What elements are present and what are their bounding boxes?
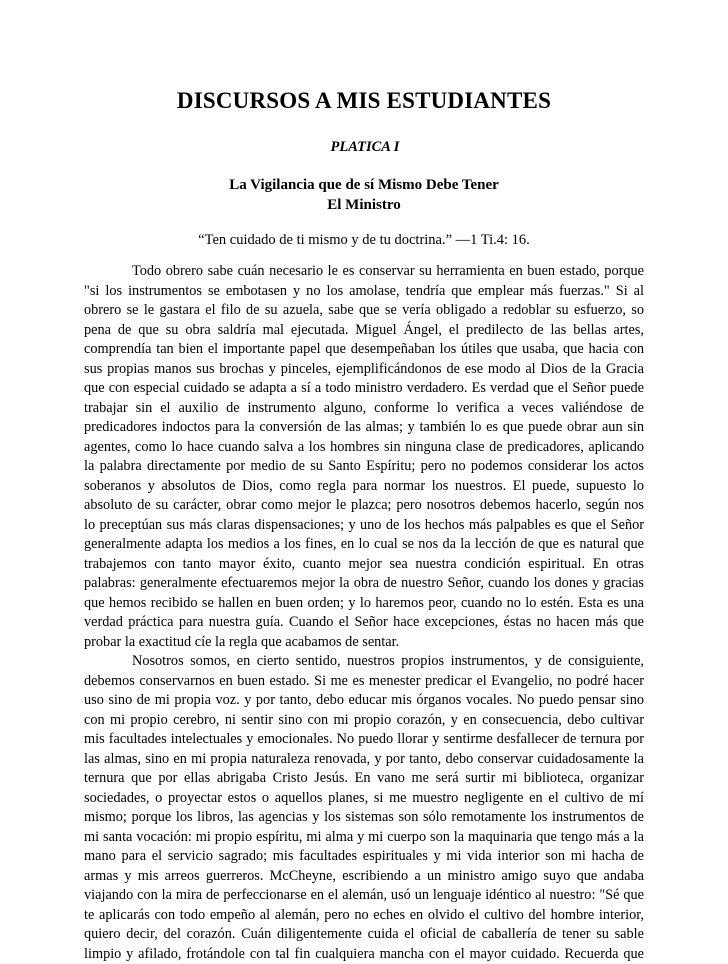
paragraph-line: pena de que su obra saldría mal ejecutada. Miguel Ángel, el predilecto de las bellas artes, [84, 321, 644, 341]
paragraph-line: que con especial cuidado se adapta a sí a todo ministro verdadero. Es verdad que el Señor puede [84, 379, 644, 399]
paragraph-line: palabras: generalmente efectuaremos mejor la obra de nuestro Señor, cuando los dones y gracias [84, 574, 644, 594]
paragraph-line: soberanos y absolutos de Dios, como regla para normar los nuestros. El puede, supuesto lo [84, 477, 644, 497]
paragraph-line: las almas, sino en mi propia naturaleza renovada, y por tanto, debo conservar cuidadosamente la [84, 750, 644, 770]
paragraph-line: limpio y afilado, frotándole con tal fin cualquiera mancha con el mayor cuidado. Recuerda que [84, 945, 644, 964]
paragraph-line: debemos conservarnos en buen estado. Si me es menester predicar el Evangelio, no podré hacer [84, 672, 644, 692]
chapter-heading: PLATICA I [285, 137, 445, 157]
paragraph-line: mis facultades intelectuales y emocionales. No puedo llorar y sentirme desfallecer de ternura por [84, 730, 644, 750]
subtitle-line-1: La Vigilancia que de sí Mismo Debe Tener [0, 175, 728, 195]
paragraph-line: con mi propio cerebro, ni sentir sino con mi propio corazón, y en consecuencia, debo cultivar [84, 711, 644, 731]
paragraph-line: predicadores indoctos para la conversión de las almas; y también lo es que puede obrar aun sin [84, 418, 644, 438]
paragraph-line: Todo obrero sabe cuán necesario le es conservar su herramienta en buen estado, porque [84, 262, 644, 282]
paragraph-line: obrero se le gastara el filo de su azuela, sabe que se vería obligado a redoblar su esfuerzo, so [84, 301, 644, 321]
paragraph-line: lo preceptúan sus más claras dispensaciones; y uno de los hechos más palpables es que el Señor [84, 516, 644, 536]
paragraph [84, 262, 644, 652]
paragraph-line: sus propias manos sus brochas y pinceles, ejemplificándonos de ese modo al Dios de la Gracia [84, 360, 644, 380]
paragraph-line: generalmente adapta los medios a los fines, en lo cual se nos da la lección de que es natural que [84, 535, 644, 555]
paragraph [84, 652, 644, 964]
paragraph-line: probar la exactitud cíe la regla que acabamos de sentar. [84, 633, 644, 653]
paragraph-line: trabajemos con tanto mayor éxito, cuanto mejor sea nuestra condición espiritual. En otras [84, 555, 644, 575]
paragraph-line: trabajar sin el auxilio de instrumento alguno, conforme lo verifica a veces valiéndose de [84, 399, 644, 419]
epigraph-quote: “Ten cuidado de ti mismo y de tu doctrina.” —1 Ti.4: 16. [0, 230, 728, 250]
paragraph-line: quiero decir, del corazón. Cuán diligentemente cuida el oficial de caballería de tener su sable [84, 925, 644, 945]
paragraph-line: comprendía tan bien el importante papel que desempeñaban los útiles que usaba, que hacia con [84, 340, 644, 360]
paragraph-line: absoluto de su carácter, obrar como mejor le plazca; pero nosotros debemos hacerlo, según nos [84, 496, 644, 516]
paragraph-line: viajando con la mira de perfeccionarse en el alemán, usó un lenguaje idéntico al nuestro: "Sé que [84, 886, 644, 906]
paragraph-line: mano para el servicio sagrado; mis facultades espirituales y mi vida interior son mi hacha de [84, 847, 644, 867]
paragraph-line: la palabra directamente por medio de su Santo Espíritu; pero no podemos considerar los actos [84, 457, 644, 477]
paragraph-line: uso sino de mi propia voz. y por tanto, debo educar mis órganos vocales. No puedo pensar sino [84, 691, 644, 711]
paragraph-line: agentes, como lo hace cuando salva a los hombres sin ninguna clase de predicadores, aplicando [84, 438, 644, 458]
document-title: DISCURSOS A MIS ESTUDIANTES [0, 86, 728, 116]
paragraph-line: que hemos recibido se hallen en buen orden; y lo haremos peor, cuando no lo estén. Esta es una [84, 594, 644, 614]
paragraph-line: armas y mis arreos guerreros. McCheyne, escribiendo a un ministro amigo suyo que andaba [84, 867, 644, 887]
paragraph-line: verdad práctica para nuestra guía. Cuando el Señor hace excepciones, éstas no hacen más que [84, 613, 644, 633]
subtitle-line-2: El Ministro [0, 195, 728, 215]
chapter-subtitle [0, 175, 728, 215]
paragraph-line: te aplicarás con todo empeño al alemán, pero no eches en olvido el cultivo del hombre interior, [84, 906, 644, 926]
paragraph-line: mismo; porque los libros, las agencias y los sistemas son sólo remotamente los instrumentos de [84, 808, 644, 828]
paragraph-line: sociedades, o proyectar estos o aquellos planes, si me muestro negligente en el cultivo de mí [84, 789, 644, 809]
body-text [84, 262, 644, 964]
paragraph-line: "si los instrumentos se embotasen y no los amolase, tendría que emplear más fuerzas." Si al [84, 282, 644, 302]
paragraph-line: Nosotros somos, en cierto sentido, nuestros propios instrumentos, y de consiguiente, [84, 652, 644, 672]
paragraph-line: ternura que por ellas abrigaba Cristo Jesús. En vano me será surtir mi biblioteca, organizar [84, 769, 644, 789]
paragraph-line: mi santa vocación: mi propio espíritu, mi alma y mi cuerpo son la maquinaria que tengo más a la [84, 828, 644, 848]
